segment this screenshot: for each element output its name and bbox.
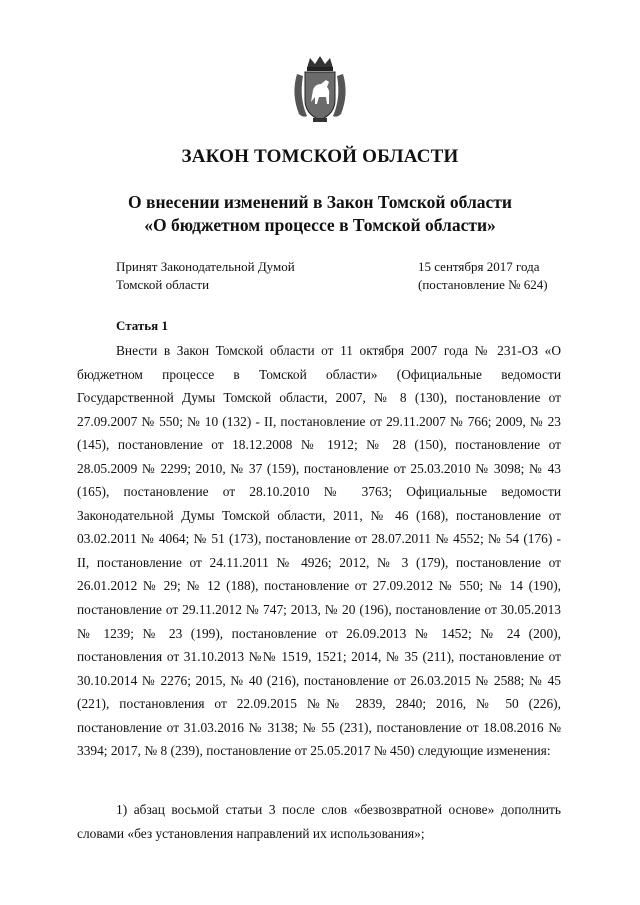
- article-heading: Статья 1: [116, 318, 168, 333]
- adopted-line-1: Принят Законодательной Думой: [116, 259, 295, 274]
- coat-of-arms-icon: [289, 54, 351, 124]
- law-title: ЗАКОН ТОМСКОЙ ОБЛАСТИ: [181, 146, 459, 167]
- adoption-date: [418, 258, 548, 294]
- article-paragraph: Внести в Закон Томской области от 11 октября 2007 года № 231-ОЗ «О бюджетном процессе в Томской области» (Официальные ведомости Государственной Думы Томской области, 2007, № 8 (130), постановление от 27.09.2007 № 550; № 10 (132) - II, постановление от 29.11.2007 № 766; 2009, № 23 (145), постановление от 18.12.2008 № 1912; № 28 (150), постановление от 28.05.2009 № 2299; 2010, № 37 (159), постановление от 25.03.2010 № 3098; № 43 (165), постановление от 28.10.2010 № 3763; Официальные ведомости Законодательной Думы Томской области, 2011, № 46 (168), постановление от 03.02.2011 № 4064; № 51 (173), постановление от 28.07.2011 № 4552; № 54 (176) - II, постановление от 24.11.2011 № 4926; 2012, № 3 (179), постановление от 26.01.2012 № 29; № 12 (188), постановление от 27.09.2012 № 550; № 14 (190), постановление от 29.11.2012 № 747; 2013, № 20 (196), постановление от 30.05.2013 № 1239; № 23 (199), постановление от 26.09.2013 № 1452; № 24 (200), постановления от 31.10.2013 №№ 1519, 1521; 2014, № 35 (211), постановление от 30.10.2014 № 2276; 2015, № 40 (216), постановление от 26.03.2015 № 2588; № 45 (221), постановления от 22.09.2015 №№ 2839, 2840; 2016, № 50 (226), постановление от 31.03.2016 № 3138; № 55 (231), постановление от 18.08.2016 № 3394; 2017, № 8 (239), постановление от 25.05.2017 № 450) следующие изменения:: [77, 343, 561, 759]
- subtitle-line-1: О внесении изменений в Закон Томской области: [128, 192, 512, 212]
- law-subtitle: [0, 191, 640, 237]
- article-item-1: 1) абзац восьмой статьи 3 после слов «безвозвратной основе» дополнить словами «без установления направлений их использования»;: [77, 802, 561, 841]
- adopted-line-2: Томской области: [116, 277, 210, 292]
- date-line-1: 15 сентября 2017 года: [418, 259, 540, 274]
- adoption-body: [116, 258, 295, 294]
- date-line-2: (постановление № 624): [418, 277, 548, 292]
- subtitle-line-2: «О бюджетном процессе в Томской области»: [144, 215, 496, 235]
